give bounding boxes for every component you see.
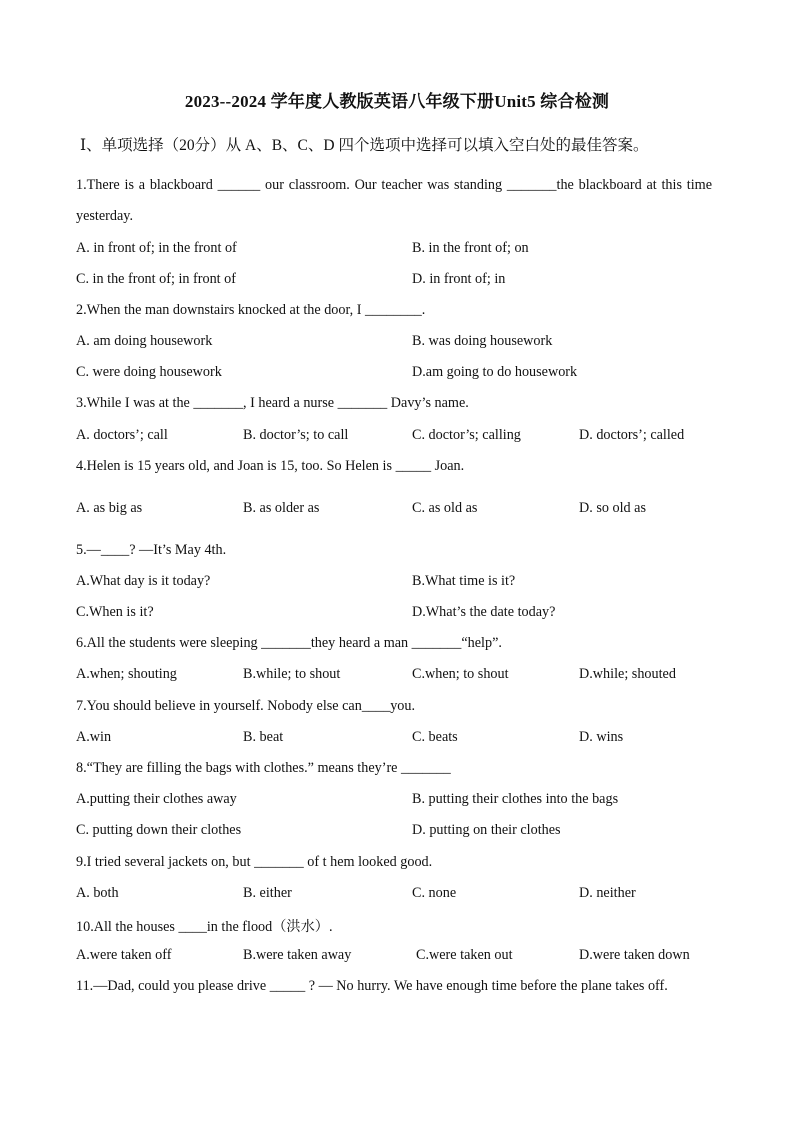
question-5-option-d: D.What’s the date today? — [412, 604, 556, 620]
question-7-stem: 7.You should believe in yourself. Nobody else can____you. — [76, 698, 416, 714]
question-3-option-c: C. doctor’s; calling — [412, 427, 521, 443]
question-7-option-a: A.win — [76, 729, 112, 745]
question-8-option-d: D. putting on their clothes — [412, 822, 561, 838]
question-3-option-d: D. doctors’; called — [579, 427, 685, 443]
question-2-option-b: B. was doing housework — [412, 333, 553, 349]
question-10-option-d: D.were taken down — [579, 947, 690, 963]
question-1-option-a: A. in front of; in the front of — [76, 240, 237, 256]
question-10-option-c: C.were taken out — [416, 947, 513, 963]
question-10-stem: 10.All the houses ____in the flood（洪水）. — [76, 919, 333, 935]
question-9-option-a: A. both — [76, 885, 119, 901]
question-2-stem: 2.When the man downstairs knocked at the door, I ________. — [76, 302, 426, 318]
question-4-option-d: D. so old as — [579, 500, 646, 516]
question-4-option-a: A. as big as — [76, 500, 143, 516]
question-4-option-c: C. as old as — [412, 500, 478, 516]
question-5-stem: 5.—____? —It’s May 4th. — [76, 542, 227, 558]
question-6-option-b: B.while; to shout — [243, 666, 341, 682]
question-10-option-b: B.were taken away — [243, 947, 352, 963]
question-9-option-b: B. either — [243, 885, 292, 901]
question-3-option-b: B. doctor’s; to call — [243, 427, 349, 443]
question-9-option-d: D. neither — [579, 885, 636, 901]
question-8-option-b: B. putting their clothes into the bags — [412, 791, 619, 807]
question-2-option-d: D.am going to do housework — [412, 364, 578, 380]
question-1-option-d: D. in front of; in — [412, 271, 506, 287]
page-title: 2023--2024 学年度人教版英语八年级下册Unit5 综合检测 — [184, 92, 610, 111]
question-1-stem: 1.There is a blackboard ______ our classroom. Our teacher was standing _______the blackboard at this time yesterday. — [76, 177, 712, 224]
question-6-stem: 6.All the students were sleeping _______they heard a man _______“help”. — [76, 635, 502, 651]
question-5-option-a: A.What day is it today? — [76, 573, 211, 589]
question-7-option-b: B. beat — [243, 729, 284, 745]
question-9-option-c: C. none — [412, 885, 457, 901]
question-9-stem: 9.I tried several jackets on, but _______ of t hem looked good. — [76, 854, 433, 870]
question-4-option-b: B. as older as — [243, 500, 320, 516]
question-8-option-a: A.putting their clothes away — [76, 791, 237, 807]
question-7-option-d: D. wins — [579, 729, 624, 745]
question-4-stem: 4.Helen is 15 years old, and Joan is 15, too. So Helen is _____ Joan. — [76, 458, 465, 474]
question-5-option-b: B.What time is it? — [412, 573, 516, 589]
question-2-option-a: A. am doing housework — [76, 333, 213, 349]
question-2-option-c: C. were doing housework — [76, 364, 222, 380]
question-5-option-c: C.When is it? — [76, 604, 154, 620]
question-1-option-c: C. in the front of; in front of — [76, 271, 236, 287]
question-8-stem: 8.“They are filling the bags with clothes.” means they’re _______ — [76, 760, 451, 776]
question-6-option-c: C.when; to shout — [412, 666, 509, 682]
question-3-stem: 3.While I was at the _______, I heard a nurse _______ Davy’s name. — [76, 395, 469, 411]
question-7-option-c: C. beats — [412, 729, 458, 745]
question-11-stem: 11.—Dad, could you please drive _____ ? — No hurry. We have enough time before the plane takes off. — [76, 978, 668, 994]
question-8-option-c: C. putting down their clothes — [76, 822, 242, 838]
question-3-option-a: A. doctors’; call — [76, 427, 168, 443]
question-6-option-a: A.when; shouting — [76, 666, 177, 682]
question-6-option-d: D.while; shouted — [579, 666, 676, 682]
question-10-option-a: A.were taken off — [76, 947, 172, 963]
section-heading: Ⅰ、单项选择（20分）从 A、B、C、D 四个选项中选择可以填入空白处的最佳答案。 — [80, 137, 649, 154]
question-1-option-b: B. in the front of; on — [412, 240, 529, 256]
